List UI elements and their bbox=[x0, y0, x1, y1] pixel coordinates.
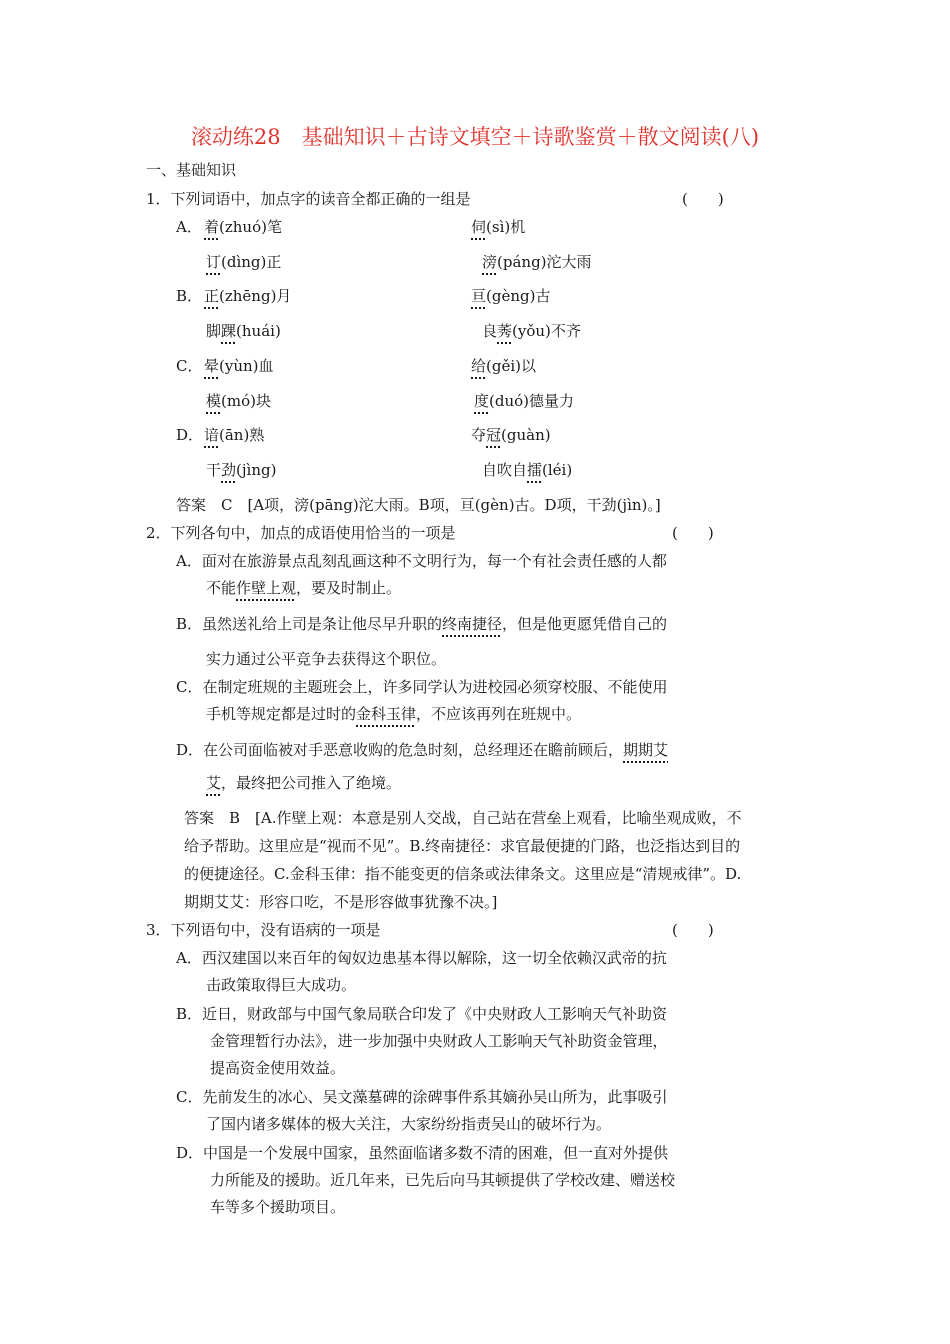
q2-option-d-line-1: D．在公司面临被对手恶意收购的危急时刻，总经理还在瞻前顾后，期期艾 bbox=[176, 741, 669, 759]
q1-option-b-word-2: 脚踝(huái) bbox=[206, 322, 281, 340]
q2-answer-line-1: 答案 B [A.作壁上观：本意是别人交战，自己站在营垒上观看，比喻坐观成败，不 bbox=[184, 809, 742, 827]
q3-option-b-line-3: 提高资金使用效益。 bbox=[210, 1059, 346, 1077]
q1-option-d-word-3: 夺冠(guàn) bbox=[471, 426, 551, 444]
q1-option-b-word-1: 正(zhēng)月 bbox=[204, 287, 292, 305]
q3-option-d-line-2: 力所能及的援助。近几年来，已先后向马其顿提供了学校改建、赠送校 bbox=[210, 1171, 676, 1189]
q1-answer: 答案 C [A项，滂(pāng)沱大雨。B项，亘(gèn)古。D项，干劲(jìn)。] bbox=[176, 496, 661, 514]
q3-option-c-line-2: 了国内诸多媒体的极大关注，大家纷纷指责吴山的破坏行为。 bbox=[206, 1115, 612, 1133]
q3-option-a-line-1: A．西汉建国以来百年的匈奴边患基本得以解除，这一切全依赖汉武帝的抗 bbox=[176, 949, 667, 967]
q1-option-d-word-1: 谙(ān)熟 bbox=[204, 426, 265, 444]
q1-option-c-word-1: 晕(yùn)血 bbox=[204, 357, 274, 375]
section-heading: 一、基础知识 bbox=[146, 161, 237, 179]
q1-option-a-word-1: 着(zhuó)笔 bbox=[204, 218, 282, 236]
q2-option-d-line-2: 艾，最终把公司推入了绝境。 bbox=[206, 774, 402, 792]
q2-option-c-line-1: C．在制定班规的主题班会上，许多同学认为进校园必须穿校服、不能使用 bbox=[176, 678, 668, 696]
q1-option-c-word-2: 模(mó)块 bbox=[206, 392, 271, 410]
q2-stem: 2．下列各句中，加点的成语使用恰当的一项是 bbox=[146, 524, 456, 542]
q1-answer-blank: ( ) bbox=[682, 190, 724, 208]
q1-option-a-word-4: 滂(páng)沱大雨 bbox=[482, 253, 592, 271]
q1-option-a-word-2: 订(dìng)正 bbox=[206, 253, 282, 271]
q2-answer-line-2: 给予帮助。这里应是“视而不见”。B.终南捷径：求官最便捷的门路，也泛指达到目的 bbox=[184, 837, 741, 855]
q2-option-b-line-2: 实力通过公平竞争去获得这个职位。 bbox=[206, 650, 447, 668]
q1-option-b-label: B． bbox=[176, 287, 203, 305]
q1-option-d-word-2: 干劲(jìng) bbox=[206, 461, 277, 479]
q3-option-c-line-1: C．先前发生的冰心、吴文藻墓碑的涂碑事件系其嫡孙吴山所为，此事吸引 bbox=[176, 1088, 668, 1106]
page-title: 滚动练28 基础知识＋古诗文填空＋诗歌鉴赏＋散文阅读(八) bbox=[190, 125, 760, 149]
q3-option-a-line-2: 击政策取得巨大成功。 bbox=[206, 976, 357, 994]
q1-option-b-word-4: 良莠(yǒu)不齐 bbox=[482, 322, 581, 340]
q2-answer-line-4: 期期艾艾：形容口吃，不是形容做事犹豫不决。] bbox=[184, 893, 498, 911]
q1-option-a-label: A． bbox=[176, 218, 202, 236]
q1-option-d-word-4: 自吹自擂(léi) bbox=[482, 461, 573, 479]
q1-stem: 1．下列词语中，加点字的读音全都正确的一组是 bbox=[146, 190, 471, 208]
q3-option-d-line-1: D．中国是一个发展中国家，虽然面临诸多数不清的困难，但一直对外提供 bbox=[176, 1144, 669, 1162]
q1-option-c-label: C． bbox=[176, 357, 203, 375]
q2-answer-blank: ( ) bbox=[672, 524, 714, 542]
q2-option-a-line-2: 不能作壁上观，要及时制止。 bbox=[206, 579, 402, 597]
q1-option-a-word-3: 伺(sì)机 bbox=[471, 218, 526, 236]
q1-option-c-word-3: 给(gěi)以 bbox=[471, 357, 536, 375]
q2-option-b-line-1: B．虽然送礼给上司是条让他尽早升职的终南捷径，但是他更愿凭借自己的 bbox=[176, 615, 668, 633]
q3-option-b-line-2: 金管理暂行办法》，进一步加强中央财政人工影响天气补助资金管理， bbox=[210, 1032, 668, 1050]
q1-option-d-label: D． bbox=[176, 426, 204, 444]
q2-option-c-line-2: 手机等规定都是过时的金科玉律，不应该再列在班规中。 bbox=[206, 705, 582, 723]
q3-option-b-line-1: B．近日，财政部与中国气象局联合印发了《中央财政人工影响天气补助资 bbox=[176, 1005, 668, 1023]
q2-answer-line-3: 的便捷途径。C.金科玉律：指不能变更的信条或法律条文。这里应是“清规戒律”。D. bbox=[184, 865, 742, 883]
q1-option-c-word-4: 度(duó)德量力 bbox=[474, 392, 575, 410]
q1-option-b-word-3: 亘(gèng)古 bbox=[471, 287, 551, 305]
q3-option-d-line-3: 车等多个援助项目。 bbox=[210, 1198, 346, 1216]
q2-option-a-line-1: A．面对在旅游景点乱刻乱画这种不文明行为，每一个有社会责任感的人都 bbox=[176, 552, 667, 570]
q3-stem: 3．下列语句中，没有语病的一项是 bbox=[146, 921, 381, 939]
q3-answer-blank: ( ) bbox=[672, 921, 714, 939]
